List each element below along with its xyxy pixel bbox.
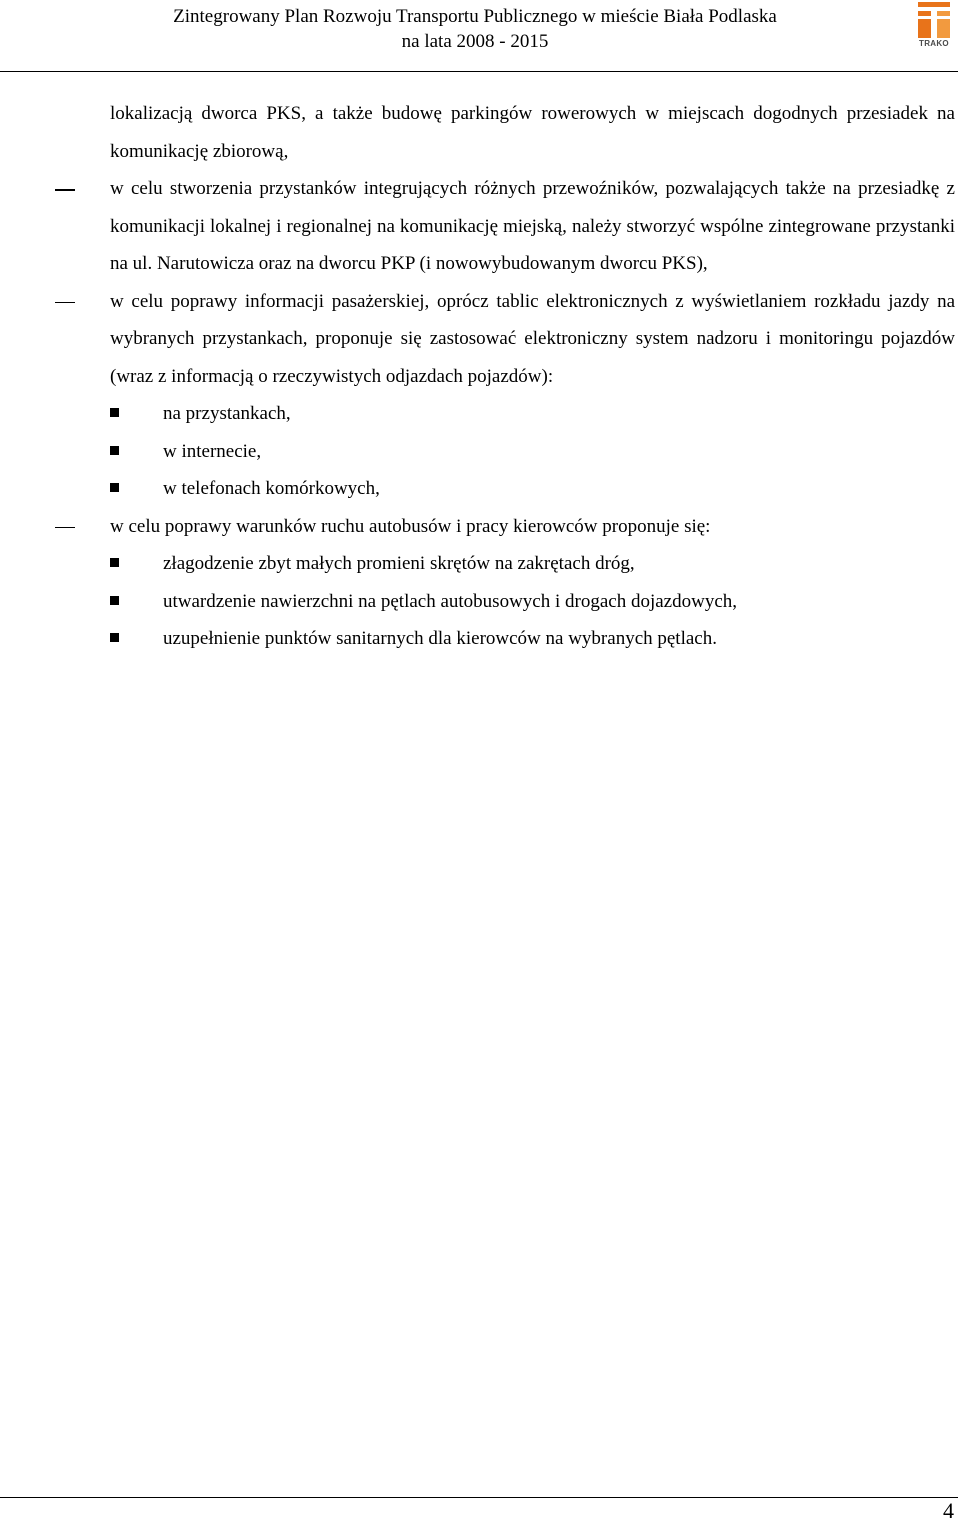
square-item-text: w telefonach komórkowych,: [163, 478, 380, 499]
paragraph-text: lokalizacją dworca PKS, a także budowę parkingów rowerowych w miejscach dogodnych przesiadek na komunikację zbiorową,: [110, 103, 955, 162]
header-title-line-1: Zintegrowany Plan Rozwoju Transportu Publicznego w mieście Biała Podlaska: [173, 6, 777, 27]
square-list-item: [0, 470, 960, 508]
square-list-item: [0, 433, 960, 471]
dash-list-item: [0, 283, 960, 396]
footer-divider: [0, 1497, 958, 1498]
dash-item-text: w celu poprawy informacji pasażerskiej, oprócz tablic elektronicznych z wyświetlaniem rozkładu jazdy na wybranych przystankach, proponuje się zastosować elektroniczny system nadzoru i monitoringu pojazdów (wraz z informacją o rzeczywistych odjazdach pojazdów):: [110, 290, 955, 387]
square-item-text: na przystankach,: [163, 403, 291, 424]
header-title-line-2: na lata 2008 - 2015: [401, 31, 549, 52]
square-item-text: uzupełnienie punktów sanitarnych dla kierowców na wybranych pętlach.: [163, 628, 717, 649]
square-bullet-icon: [110, 558, 119, 567]
header-divider: [0, 71, 958, 72]
trako-logo-mark: [912, 2, 956, 40]
square-bullet-icon: [110, 408, 119, 417]
dash-list-item: [0, 170, 960, 283]
trako-logo: [912, 2, 956, 50]
square-item-text: utwardzenie nawierzchni na pętlach autobusowych i drogach dojazdowych,: [163, 590, 737, 612]
dash-item-text: w celu poprawy warunków ruchu autobusów i pracy kierowców proponuje się:: [110, 515, 711, 537]
square-list-item: [0, 395, 960, 433]
square-list-item: [0, 620, 960, 658]
square-list-item: [0, 545, 960, 583]
dash-list-item: [0, 508, 960, 546]
page-number: 4: [943, 1498, 954, 1523]
square-item-text: w internecie,: [163, 440, 262, 462]
dash-item-text: w celu stworzenia przystanków integrujących różnych przewoźników, pozwalających także na przesiadkę z komunikacji lokalnej i regionalnej na komunikację miejską, należy stworzyć wspólne zintegrowane przystanki na ul. Narutowicza oraz na dworcu PKP (i nowowybudowanym dworcu PKS),: [110, 178, 955, 274]
square-bullet-icon: [110, 633, 119, 642]
square-list-item: [0, 583, 960, 621]
square-bullet-icon: [110, 483, 119, 492]
square-bullet-icon: [110, 446, 119, 455]
page-header: [0, 0, 960, 72]
continuation-paragraph: [0, 95, 960, 170]
square-bullet-icon: [110, 596, 119, 605]
logo-text: TRAKO: [919, 39, 949, 48]
square-item-text: złagodzenie zbyt małych promieni skrętów na zakrętach dróg,: [163, 553, 635, 574]
header-title: [100, 4, 850, 54]
document-body: [0, 95, 960, 658]
